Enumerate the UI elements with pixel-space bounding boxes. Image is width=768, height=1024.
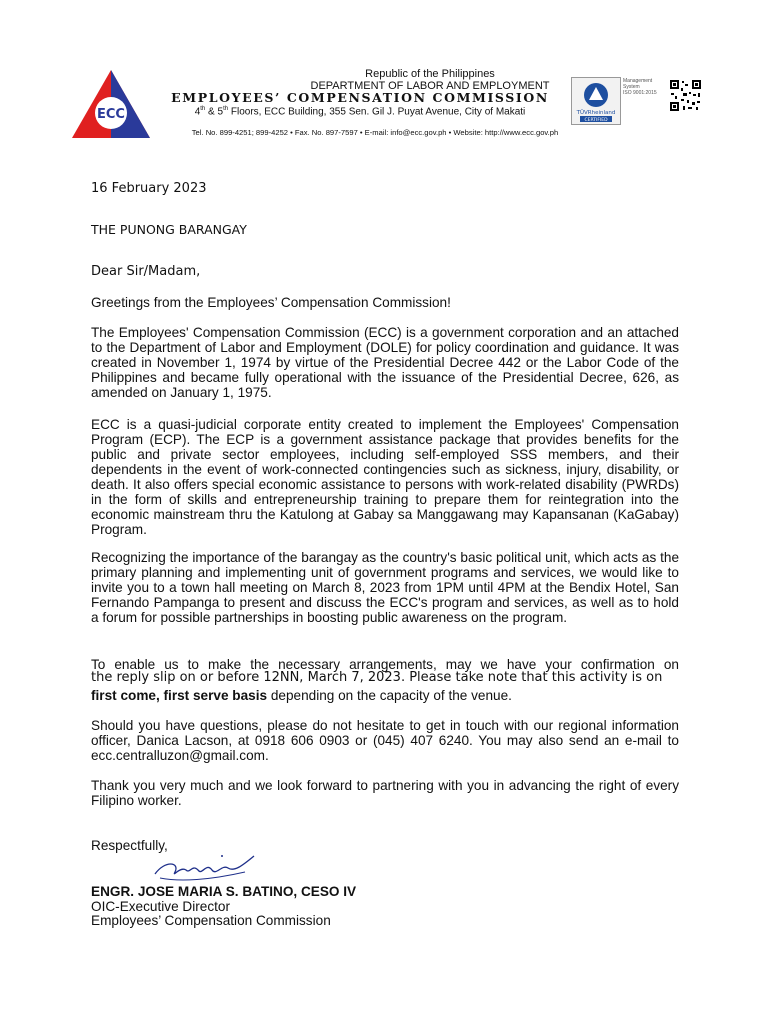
paragraph-contact-info: Should you have questions, please do not hesitate to get in touch with our regional information officer, Danica Lacson, at 0918 606 0903 or (045) 407 6240. You may also send an e-mail to ecc.centralluzon@gmail.com. xyxy=(91,718,679,763)
address-line: 4th & 5th Floors, ECC Building, 355 Sen. Gil J. Puyat Avenue, City of Makati xyxy=(194,106,526,118)
commission-name: EMPLOYEES’ COMPENSATION COMMISSION xyxy=(171,90,549,105)
cert-badge: CERTIFIED xyxy=(584,118,608,123)
paragraph-confirmation-line3 xyxy=(91,688,679,703)
paragraph-invitation: Recognizing the importance of the barangay as the country's basic political unit, which acts as the primary planning and implementing unit of government programs and services, we would like to invite you to a town hall meeting on March 8, 2023 from 1PM until 4PM at the Bendix Hotel, San Fernando Pampanga to present and discuss the ECC's program and services, as well as to hold a forum for possible partnerships in boosting public awareness on the program. xyxy=(91,550,679,625)
salutation: Dear Sir/Madam, xyxy=(91,264,201,279)
recipient: THE PUNONG BARANGAY xyxy=(91,222,247,237)
paragraph-ecp-description: ECC is a quasi-judicial corporate entity created to implement the Employees' Compensation Program (ECP). The ECP is a government assistance package that provides benefits for the public and private sector employees, including self-employed SSS members, and their dependents in the event of work-connected contingencies such as sickness, injury, disability, or death. It also offers special economic assistance to persons with work-related disability (PWRDs) in the form of skills and entrepreneurship training to prepare them for reintegration into the economic mainstream thru the Katulong at Gabay sa Manggawang may Kapansanan (KaGabay) Program. xyxy=(91,417,679,537)
paragraph-thank-you: Thank you very much and we look forward to partnering with you in advancing the right of every Filipino worker. xyxy=(91,778,679,808)
cert-label: Management System ISO 9001:2015 xyxy=(623,78,657,96)
logo-text: ECC xyxy=(97,107,125,122)
paragraph-confirmation-line2: the reply slip on or before 12NN, March 7, 2023. Please take note that this activity is on xyxy=(91,670,663,685)
signer-name: ENGR. JOSE MARIA S. BATINO, CESO IV xyxy=(91,884,357,899)
signer-position: OIC-Executive Director xyxy=(91,899,230,914)
paragraph-ecc-overview: The Employees' Compensation Commission (ECC) is a government corporation and an attached to the Department of Labor and Employment (DOLE) for policy coordination and guidance. It was created in November 1, 1974 by virtue of the Presidential Decree 442 or the Labor Code of the Philippines and became fully operational with the issuance of the Presidential Decree, 626, as amended on January 1, 1975. xyxy=(91,325,679,400)
paragraph-confirmation-line1: To enable us to make the necessary arrangements, may we have your confirmation on xyxy=(91,657,679,672)
closing: Respectfully, xyxy=(91,838,168,853)
letter-date: 16 February 2023 xyxy=(91,181,207,196)
cert-brand: TÜVRheinland xyxy=(576,110,616,116)
venue-capacity-text: depending on the capacity of the venue. xyxy=(267,688,512,703)
first-come-emphasis: first come, first serve basis xyxy=(91,688,268,703)
signer-organization: Employees’ Compensation Commission xyxy=(91,913,331,928)
iso-certification xyxy=(571,77,731,123)
department-line: DEPARTMENT OF LABOR AND EMPLOYMENT xyxy=(310,80,550,92)
greeting-paragraph: Greetings from the Employees’ Compensation Commission! xyxy=(91,295,451,310)
republic-line: Republic of the Philippines xyxy=(365,68,495,80)
contact-line: Tel. No. 899-4251; 899-4252 • Fax. No. 897-7597 • E-mail: info@ecc.gov.ph • Website: http://www.ecc.gov.ph xyxy=(191,128,559,137)
qr-code-icon xyxy=(669,79,702,112)
